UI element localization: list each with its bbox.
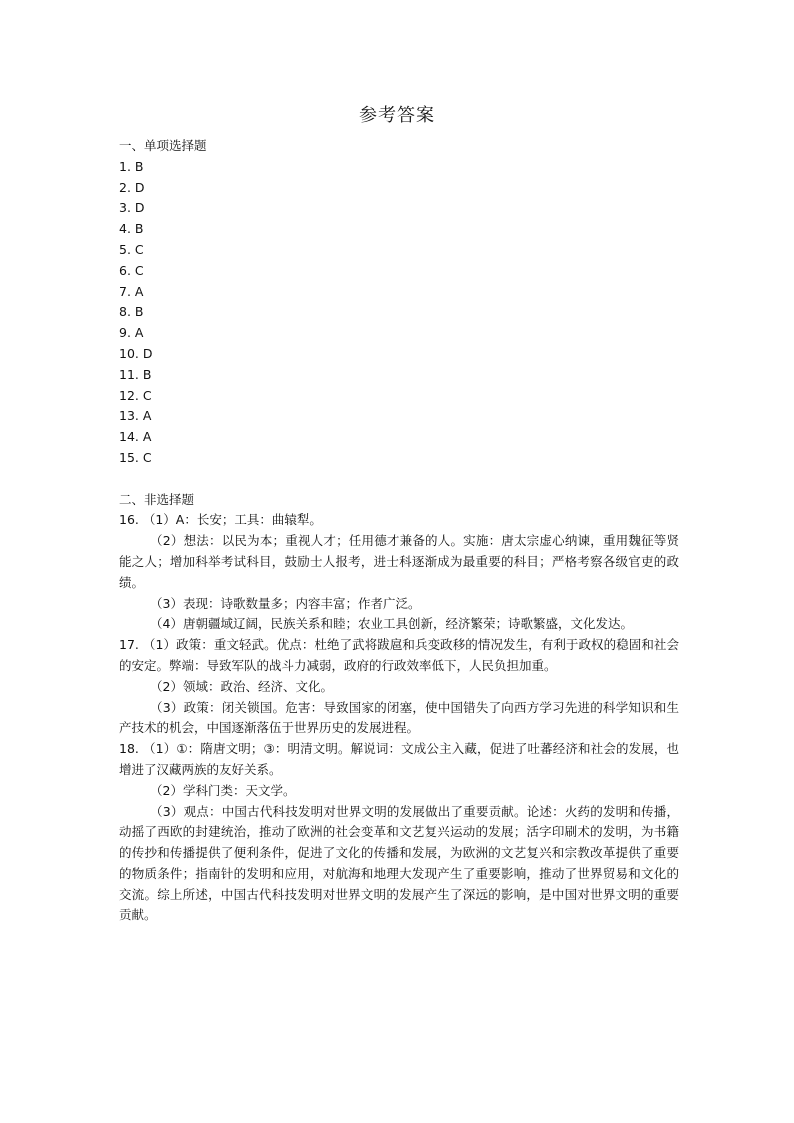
answer-item: 8. B xyxy=(119,304,144,320)
answer-item: 6. C xyxy=(119,262,144,278)
answer-item: 13. A xyxy=(119,408,152,424)
q17-part-1: 17. （1）政策：重文轻武。优点：杜绝了武将跋扈和兵变政移的情况发生，有利于政权的稳固和社会的安定。弊端：导致军队的战斗力减弱，政府的行政效率低下，人民负担加重。 xyxy=(119,637,679,673)
section-heading-multiple-choice: 一、单项选择题 xyxy=(119,138,207,153)
question-16 xyxy=(119,510,679,635)
q16-part-3: （3）表现：诗歌数量多；内容丰富；作者广泛。 xyxy=(150,595,421,611)
q16-part-1: 16. （1）A：长安；工具：曲辕犁。 xyxy=(119,512,322,528)
section-heading-non-choice: 二、非选择题 xyxy=(119,491,195,507)
q18-part-2: （2）学科门类：天文学。 xyxy=(150,782,296,798)
answer-item: 14. A xyxy=(119,429,152,445)
answer-item: 11. B xyxy=(119,366,152,382)
q17-part-2: （2）领域：政治、经济、文化。 xyxy=(150,678,333,694)
answer-item: 4. B xyxy=(119,221,144,237)
answer-item: 15. C xyxy=(119,449,152,465)
q18-part-3: （3）观点：中国古代科技发明对世界文明的发展做出了重要贡献。论述：火药的发明和传播，动摇了西欧的封建统治，推动了欧洲的社会变革和文艺复兴运动的发展；活字印刷术的发明，为书籍的传抄和传播提供了便利条件，促进了文化的传播和发展，为欧洲的文艺复兴和宗教改革提供了重要的物质条件；指南针的发明和应用，对航海和地理大发现产生了重要影响，推动了世界贸易和文化的交流。综上所述，中国古代科技发明对世界文明的发展产生了深远的影响，是中国对世界文明的重要贡献。 xyxy=(119,803,679,923)
answer-item: 12. C xyxy=(119,387,152,403)
q18-part-1: 18. （1）①：隋唐文明；③：明清文明。解说词：文成公主入藏，促进了吐蕃经济和社会的发展，也增进了汉藏两族的友好关系。 xyxy=(119,741,679,777)
q16-part-4: （4）唐朝疆域辽阔，民族关系和睦；农业工具创新，经济繁荣；诗歌繁盛，文化发达。 xyxy=(150,616,633,632)
page-title: 参考答案 xyxy=(359,105,435,126)
answer-item: 9. A xyxy=(119,325,144,341)
answer-content xyxy=(119,136,679,926)
answer-item: 2. D xyxy=(119,179,145,195)
answer-item: 10. D xyxy=(119,345,153,361)
question-17 xyxy=(119,635,679,739)
answer-item: 3. D xyxy=(119,200,145,216)
multiple-choice-answer-list xyxy=(119,157,679,469)
spacer xyxy=(119,469,679,490)
q17-part-3: （3）政策：闭关锁国。危害：导致国家的闭塞，使中国错失了向西方学习先进的科学知识和生产技术的机会，中国逐渐落伍于世界历史的发展进程。 xyxy=(119,699,679,736)
question-18 xyxy=(119,739,679,926)
q16-part-2: （2）想法：以民为本；重视人才；任用德才兼备的人。实施：唐太宗虚心纳谏，重用魏征等贤能之人；增加科举考试科目，鼓励士人报考，进士科逐渐成为最重要的科目；严格考察各级官吏的政绩。 xyxy=(119,533,679,590)
answer-item: 1. B xyxy=(119,158,144,174)
answer-item: 5. C xyxy=(119,241,144,257)
answer-item: 7. A xyxy=(119,283,144,299)
